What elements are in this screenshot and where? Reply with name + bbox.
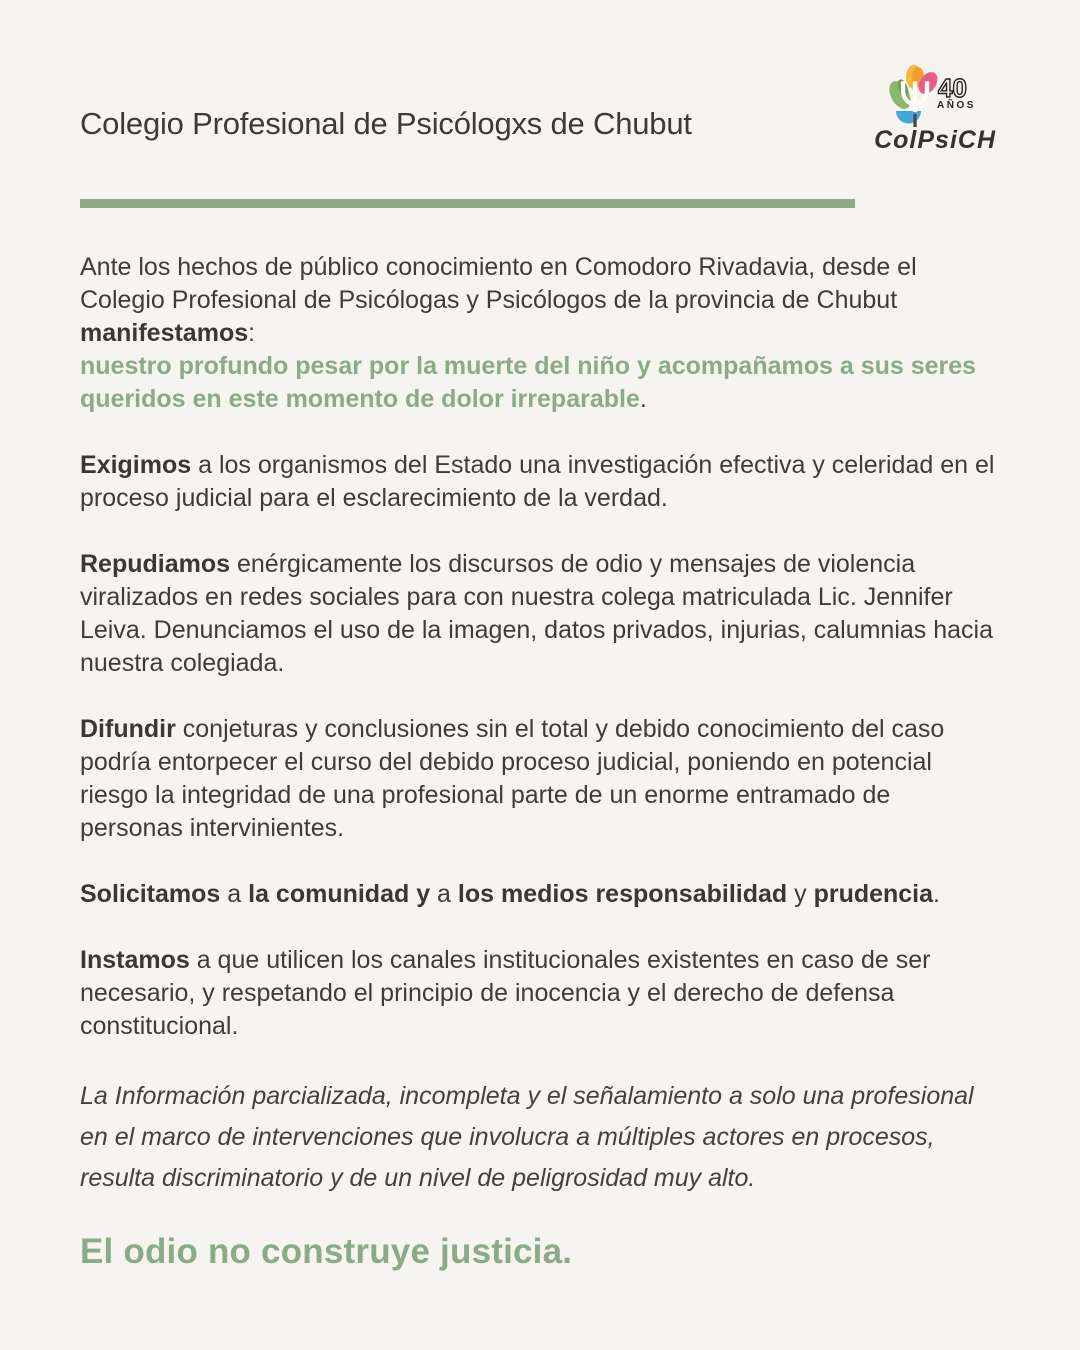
- text-run: a: [430, 880, 458, 908]
- paragraph-difundir: [80, 713, 1000, 845]
- text-run: y: [787, 880, 814, 908]
- forty-outline: [937, 74, 983, 102]
- paragraph-exigimos: [80, 449, 1000, 515]
- text-run: Exigimos: [80, 451, 192, 479]
- header: [80, 0, 1000, 155]
- text-run: nuestro profundo pesar por la muerte del niño y acompañamos a sus seres queridos en este momento de dolor irreparable: [80, 352, 977, 413]
- text-run: Repudiamos: [80, 550, 231, 578]
- anos-label: AÑOS: [937, 100, 976, 111]
- paragraph-intro: [80, 251, 1000, 416]
- brand-wordmark: ColPsiCH: [874, 126, 996, 154]
- svg-text:40: 40: [938, 74, 967, 102]
- closing-headline: El odio no construye justicia.: [80, 1232, 573, 1271]
- text-run: La Información parcializada, incompleta y el señalamiento a solo una profesional en el marco de intervenciones que involucra a múltiples actores en procesos, resulta discriminatorio y de un nivel de peligrosidad muy alto.: [80, 1082, 974, 1192]
- text-run: Ante los hechos de público conocimiento en Comodoro Rivadavia, desde el Colegio Profesional de Psicólogas y Psicólogos de la provincia de Chubut: [80, 253, 917, 314]
- text-run: .: [639, 385, 647, 413]
- text-run: la comunidad y: [248, 880, 431, 908]
- text-run: los medios responsabilidad: [457, 880, 788, 908]
- text-run: a los organismos del Estado una investigación efectiva y celeridad en el proceso judicial para el esclarecimiento de la verdad.: [80, 451, 995, 512]
- statement-body: [80, 251, 1000, 1199]
- green-divider: [80, 199, 855, 208]
- text-run: a que utilicen los canales institucionales existentes en caso de ser necesario, y respetando el principio de inocencia y el derecho de defensa constitucional.: [80, 946, 931, 1040]
- paragraph-reflexion: [80, 1076, 1000, 1199]
- colpsich-logo: [874, 64, 996, 155]
- paragraph-instamos: [80, 944, 1000, 1043]
- text-run: prudencia: [813, 880, 934, 908]
- page-title: Colegio Profesional de Psicólogxs de Chubut: [80, 106, 692, 141]
- logo-top: [887, 64, 983, 130]
- paragraph-solicitamos: [80, 878, 1000, 911]
- paragraph-repudiamos: [80, 548, 1000, 680]
- text-run: Solicitamos: [80, 880, 221, 908]
- psi-flower-icon: [887, 64, 943, 130]
- text-run: enérgicamente los discursos de odio y mensajes de violencia viralizados en redes sociales para con nuestra colega matriculada Lic. Jennifer Leiva. Denunciamos el uso de la imagen, datos privados, injurias, calumnias hacia nuestra colegiada.: [80, 550, 994, 677]
- text-run: Instamos: [80, 946, 190, 974]
- svg-text:Ψ: Ψ: [898, 73, 932, 122]
- text-run: conjeturas y conclusiones sin el total y debido conocimiento del caso podría entorpecer el curso del debido proceso judicial, poniendo en potencial riesgo la integridad de una profesional parte de un enorme entramado de personas intervinientes.: [80, 715, 945, 842]
- text-run: .: [933, 880, 940, 908]
- logo-years: [937, 74, 983, 111]
- text-run: :: [248, 319, 256, 347]
- text-run: a: [220, 880, 249, 908]
- text-run: Difundir: [80, 715, 176, 743]
- text-run: manifestamos: [80, 319, 249, 347]
